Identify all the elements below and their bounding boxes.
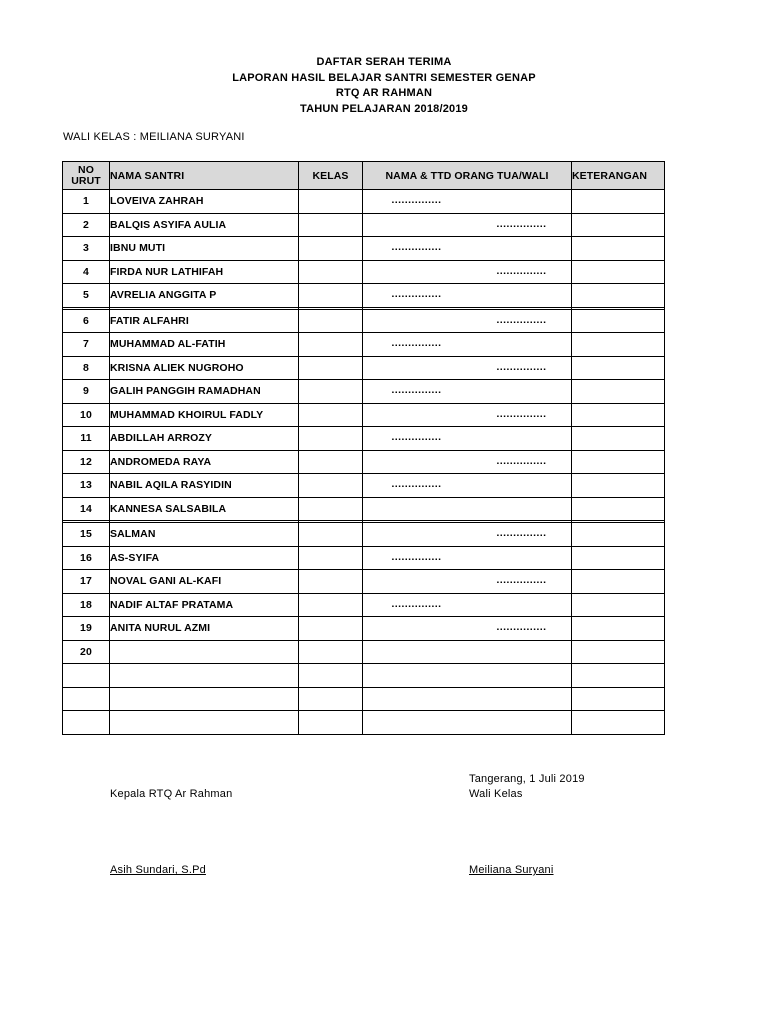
table-row (63, 687, 665, 711)
kelas-cell (299, 333, 363, 357)
keterangan-cell (572, 403, 665, 427)
table-row (63, 190, 665, 214)
row-number (63, 687, 110, 711)
kelas-cell (299, 523, 363, 547)
table-row (63, 260, 665, 284)
handover-table (62, 161, 665, 735)
parent-signature-cell (363, 664, 572, 688)
keterangan-cell (572, 333, 665, 357)
signature-dots: …………… (391, 384, 441, 396)
table-row (63, 523, 665, 547)
signature-dots: …………… (496, 313, 546, 326)
column-header-no-line1: NO (78, 163, 94, 176)
row-number: 10 (63, 403, 110, 427)
academic-year: TAHUN PELAJARAN 2018/2019 (299, 102, 469, 115)
student-name (110, 664, 299, 688)
keterangan-cell (572, 711, 665, 735)
row-number: 12 (63, 450, 110, 474)
kelas-cell (299, 664, 363, 688)
table-row (63, 711, 665, 735)
signature-left-name: Asih Sundari, S.Pd (110, 864, 206, 876)
parent-signature-cell (363, 570, 572, 594)
table-row (63, 284, 665, 308)
parent-signature-cell (363, 546, 572, 570)
student-name: LOVEIVA ZAHRAH (110, 190, 299, 214)
signature-dots: …………… (496, 621, 546, 633)
signature-dots: …………… (391, 550, 441, 563)
keterangan-cell (572, 497, 665, 521)
kelas-cell (299, 546, 363, 570)
keterangan-cell (572, 640, 665, 664)
table-row (63, 570, 665, 594)
parent-signature-cell (363, 427, 572, 451)
signature-dots: …………… (496, 407, 546, 420)
row-number: 3 (63, 237, 110, 261)
signature-left-role: Kepala RTQ Ar Rahman (110, 788, 233, 800)
keterangan-cell (572, 570, 665, 594)
signature-dots: …………… (391, 337, 441, 349)
student-name: MUHAMMAD KHOIRUL FADLY (110, 403, 299, 427)
document-subtitle: LAPORAN HASIL BELAJAR SANTRI SEMESTER GENAP (232, 71, 536, 84)
student-name: ANDROMEDA RAYA (110, 450, 299, 474)
table-row (63, 664, 665, 688)
kelas-cell (299, 497, 363, 521)
kelas-cell (299, 570, 363, 594)
row-number: 14 (63, 497, 110, 521)
student-name: GALIH PANGGIH RAMADHAN (110, 380, 299, 404)
student-name: IBNU MUTI (110, 237, 299, 261)
table-row (63, 333, 665, 357)
kelas-cell (299, 403, 363, 427)
signature-dots: …………… (496, 360, 546, 373)
table-row (63, 427, 665, 451)
row-number: 8 (63, 356, 110, 380)
parent-signature-cell (363, 213, 572, 237)
student-name (110, 711, 299, 735)
row-number (63, 664, 110, 688)
kelas-cell (299, 213, 363, 237)
table-header-row (63, 162, 665, 190)
parent-signature-cell (363, 356, 572, 380)
row-number: 2 (63, 213, 110, 237)
student-name: AS-SYIFA (110, 546, 299, 570)
signature-dots: …………… (496, 217, 546, 230)
kelas-cell (299, 593, 363, 617)
kelas-cell (299, 687, 363, 711)
table-row (63, 593, 665, 617)
table-row (63, 474, 665, 498)
signature-dots: …………… (496, 264, 546, 277)
keterangan-cell (572, 617, 665, 641)
row-number: 19 (63, 617, 110, 641)
row-number: 9 (63, 380, 110, 404)
student-name (110, 640, 299, 664)
kelas-cell (299, 284, 363, 308)
document-header (0, 55, 768, 117)
signature-place-date: Tangerang, 1 Juli 2019 (469, 773, 585, 785)
parent-signature-cell (363, 380, 572, 404)
parent-signature-cell (363, 309, 572, 333)
signature-dots: …………… (391, 597, 441, 610)
row-number: 17 (63, 570, 110, 594)
student-name (110, 687, 299, 711)
signature-dots: …………… (496, 574, 546, 586)
table-row (63, 497, 665, 521)
student-name: FATIR ALFAHRI (110, 309, 299, 333)
keterangan-cell (572, 593, 665, 617)
parent-signature-cell (363, 190, 572, 214)
student-name: KANNESA SALSABILA (110, 497, 299, 521)
parent-signature-cell (363, 237, 572, 261)
row-number: 6 (63, 309, 110, 333)
kelas-cell (299, 237, 363, 261)
kelas-cell (299, 450, 363, 474)
table-row (63, 309, 665, 333)
parent-signature-cell (363, 593, 572, 617)
student-name: SALMAN (110, 523, 299, 547)
signature-dots: …………… (391, 194, 441, 206)
parent-signature-cell (363, 523, 572, 547)
student-name: NABIL AQILA RASYIDIN (110, 474, 299, 498)
keterangan-cell (572, 664, 665, 688)
keterangan-cell (572, 450, 665, 474)
table-row (63, 450, 665, 474)
column-header-ttd: NAMA & TTD ORANG TUA/WALI (363, 162, 572, 190)
row-number (63, 711, 110, 735)
kelas-cell (299, 260, 363, 284)
keterangan-cell (572, 309, 665, 333)
kelas-cell (299, 380, 363, 404)
column-header-kelas: KELAS (299, 162, 363, 190)
row-number: 1 (63, 190, 110, 214)
row-number: 5 (63, 284, 110, 308)
keterangan-cell (572, 546, 665, 570)
institution-name: RTQ AR RAHMAN (335, 87, 433, 99)
keterangan-cell (572, 474, 665, 498)
column-header-no (63, 162, 110, 190)
table-row (63, 213, 665, 237)
kelas-cell (299, 190, 363, 214)
signature-dots: …………… (391, 288, 441, 300)
column-header-nama: NAMA SANTRI (110, 162, 299, 190)
kelas-cell (299, 356, 363, 380)
table-row (63, 356, 665, 380)
signature-dots: …………… (496, 454, 546, 467)
kelas-cell (299, 427, 363, 451)
signature-right-name: Meiliana Suryani (469, 864, 554, 876)
signature-dots: …………… (391, 241, 441, 253)
row-number: 16 (63, 546, 110, 570)
student-name: NADIF ALTAF PRATAMA (110, 593, 299, 617)
parent-signature-cell (363, 711, 572, 735)
keterangan-cell (572, 213, 665, 237)
kelas-cell (299, 309, 363, 333)
table-row (63, 617, 665, 641)
keterangan-cell (572, 687, 665, 711)
row-number: 15 (63, 523, 110, 547)
signature-dots: …………… (496, 527, 546, 539)
student-name: ANITA NURUL AZMI (110, 617, 299, 641)
parent-signature-cell (363, 450, 572, 474)
signature-dots: …………… (391, 431, 441, 443)
kelas-cell (299, 617, 363, 641)
keterangan-cell (572, 523, 665, 547)
student-name: ABDILLAH ARROZY (110, 427, 299, 451)
row-number: 4 (63, 260, 110, 284)
keterangan-cell (572, 284, 665, 308)
row-number: 13 (63, 474, 110, 498)
parent-signature-cell (363, 497, 572, 521)
table-row (63, 237, 665, 261)
keterangan-cell (572, 237, 665, 261)
student-name: KRISNA ALIEK NUGROHO (110, 356, 299, 380)
student-name: MUHAMMAD AL-FATIH (110, 333, 299, 357)
table-row (63, 403, 665, 427)
kelas-cell (299, 640, 363, 664)
kelas-cell (299, 474, 363, 498)
table-row (63, 640, 665, 664)
row-number: 11 (63, 427, 110, 451)
table-row (63, 380, 665, 404)
parent-signature-cell (363, 284, 572, 308)
keterangan-cell (572, 356, 665, 380)
column-header-no-line2: URUT (71, 174, 101, 187)
column-header-keterangan: KETERANGAN (572, 162, 665, 190)
keterangan-cell (572, 427, 665, 451)
student-name: AVRELIA ANGGITA P (110, 284, 299, 308)
parent-signature-cell (363, 640, 572, 664)
student-name: BALQIS ASYIFA AULIA (110, 213, 299, 237)
parent-signature-cell (363, 474, 572, 498)
keterangan-cell (572, 190, 665, 214)
row-number: 18 (63, 593, 110, 617)
kelas-cell (299, 711, 363, 735)
keterangan-cell (572, 260, 665, 284)
signature-dots: …………… (391, 478, 441, 490)
document-title: DAFTAR SERAH TERIMA (316, 56, 452, 68)
signature-right-role: Wali Kelas (469, 788, 523, 800)
parent-signature-cell (363, 687, 572, 711)
parent-signature-cell (363, 403, 572, 427)
row-number: 7 (63, 333, 110, 357)
wali-kelas-label: WALI KELAS : MEILIANA SURYANI (63, 131, 245, 143)
table-row (63, 546, 665, 570)
parent-signature-cell (363, 617, 572, 641)
parent-signature-cell (363, 333, 572, 357)
keterangan-cell (572, 380, 665, 404)
student-name: NOVAL GANI AL-KAFI (110, 570, 299, 594)
row-number: 20 (63, 640, 110, 664)
student-name: FIRDA NUR LATHIFAH (110, 260, 299, 284)
parent-signature-cell (363, 260, 572, 284)
